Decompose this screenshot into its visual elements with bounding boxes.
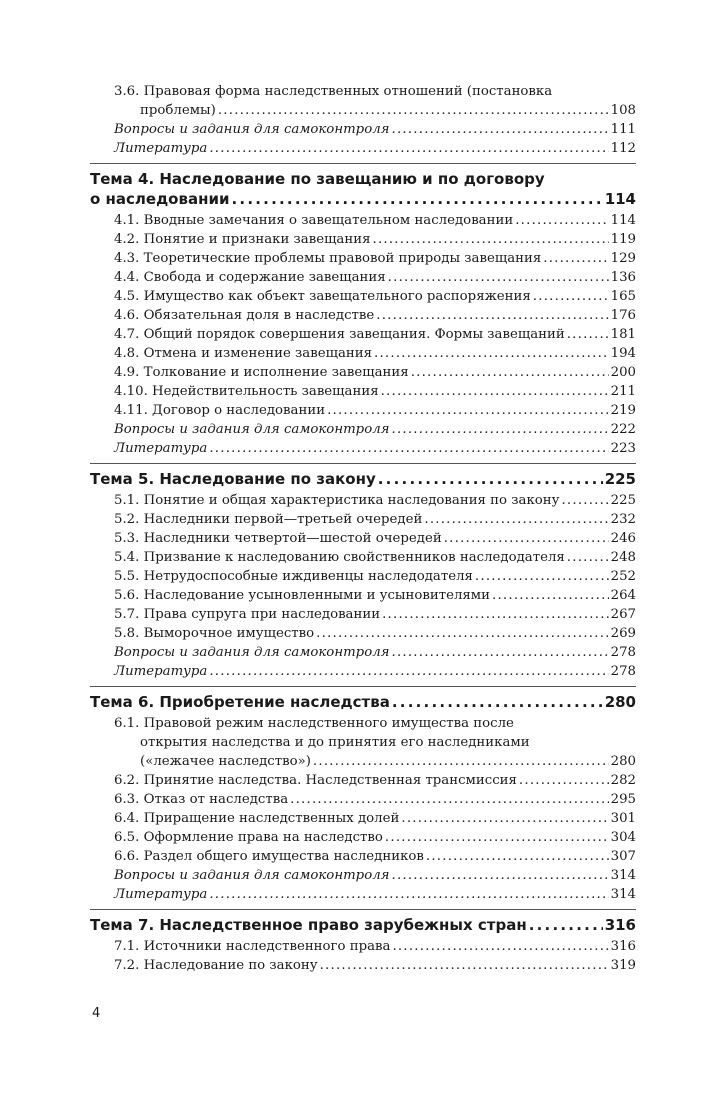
toc-entry-title: 6.4. Приращение наследственных долей — [114, 811, 400, 826]
toc-page-number: 181 — [610, 327, 636, 342]
toc-entry-title: 5.1. Понятие и общая характеристика наследования по закону — [114, 493, 560, 508]
toc-page-number: 114 — [604, 190, 636, 208]
section-divider — [90, 463, 636, 464]
toc-entry[interactable] — [90, 866, 636, 885]
toc-entry-title: Литература — [114, 141, 208, 156]
toc-entry-title: 4.9. Толкование и исполнение завещания — [114, 365, 409, 380]
dot-leader — [391, 120, 608, 139]
toc-entry-title: Тема 4. Наследование по завещанию и по договору — [90, 170, 545, 188]
toc-entry-title: 5.7. Права супруга при наследовании — [114, 607, 381, 622]
toc-page-number: 314 — [610, 868, 636, 883]
toc-entry-title: Вопросы и задания для самоконтроля — [114, 868, 390, 883]
toc-entry[interactable] — [90, 790, 636, 809]
toc-entry-title: 4.2. Понятие и признаки завещания — [114, 232, 371, 247]
dot-leader — [391, 866, 608, 885]
toc-page-number: 269 — [610, 626, 636, 641]
dot-leader — [392, 692, 603, 712]
dot-leader — [515, 211, 608, 230]
toc-entry[interactable] — [90, 363, 636, 382]
toc-entry-title: 5.5. Нетрудоспособные иждивенцы наследодателя — [114, 569, 473, 584]
dot-leader — [218, 101, 609, 120]
toc-entry-title: («лежачее наследство») — [140, 754, 311, 769]
toc-page-number: 111 — [610, 122, 636, 137]
dot-leader — [209, 139, 608, 158]
toc-page-number: 314 — [610, 887, 636, 902]
dot-leader — [444, 529, 609, 548]
toc-entry[interactable] — [90, 586, 636, 605]
toc-topic-entry[interactable] — [90, 469, 636, 489]
toc-page-number: 264 — [610, 588, 636, 603]
toc-entry-title: 4.4. Свобода и содержание завещания — [114, 270, 386, 285]
toc-page-number: 316 — [610, 939, 636, 954]
toc-entry[interactable] — [90, 624, 636, 643]
toc-page-number: 282 — [610, 773, 636, 788]
toc-topic-entry[interactable] — [90, 915, 636, 935]
toc-page-number: 248 — [610, 550, 636, 565]
toc-page-number: 280 — [610, 754, 636, 769]
toc-entry-title: открытия наследства и до принятия его наследниками — [140, 735, 530, 750]
toc-page-number: 222 — [610, 422, 636, 437]
toc-entry[interactable] — [90, 439, 636, 458]
dot-leader — [567, 548, 609, 567]
dot-leader — [209, 885, 608, 904]
toc-entry-title: 7.1. Источники наследственного права — [114, 939, 391, 954]
toc-entry-title: 5.2. Наследники первой—третьей очередей — [114, 512, 423, 527]
toc-entry[interactable] — [90, 249, 636, 268]
toc-page-number: 316 — [604, 916, 636, 934]
dot-leader — [529, 915, 603, 935]
toc-entry[interactable] — [90, 548, 636, 567]
toc-entry-title: Вопросы и задания для самоконтроля — [114, 422, 390, 437]
toc-entry[interactable] — [90, 847, 636, 866]
toc-entry-title: 5.4. Призвание к наследованию свойственников наследодателя — [114, 550, 565, 565]
toc-entry[interactable] — [90, 662, 636, 681]
toc-entry[interactable] — [90, 567, 636, 586]
toc-page-number: 267 — [610, 607, 636, 622]
toc-entry-title: 4.11. Договор о наследовании — [114, 403, 326, 418]
dot-leader — [381, 382, 609, 401]
toc-page-number: 225 — [610, 493, 636, 508]
toc-page-number: 114 — [610, 213, 636, 228]
toc-entry[interactable] — [90, 771, 636, 790]
toc-entry[interactable] — [90, 120, 636, 139]
toc-page-number: 129 — [610, 251, 636, 266]
toc-entry[interactable] — [90, 306, 636, 325]
toc-page-number: 112 — [610, 141, 636, 156]
toc-entry[interactable] — [90, 82, 636, 120]
toc-entry-title: Литература — [114, 887, 208, 902]
toc-page-number: 252 — [610, 569, 636, 584]
dot-leader — [519, 771, 609, 790]
dot-leader — [533, 287, 609, 306]
dot-leader — [313, 752, 609, 771]
toc-entry-title: 6.3. Отказ от наследства — [114, 792, 289, 807]
toc-entry[interactable] — [90, 937, 636, 956]
dot-leader — [209, 439, 608, 458]
toc-entry-title: Тема 5. Наследование по закону — [90, 470, 376, 488]
toc-entry-title: 4.5. Имущество как объект завещательного распоряжения — [114, 289, 531, 304]
dot-leader — [378, 469, 603, 489]
toc-page-number: 278 — [610, 664, 636, 679]
toc-entry[interactable] — [90, 230, 636, 249]
toc-page-number: 219 — [610, 403, 636, 418]
toc-page-number: 119 — [610, 232, 636, 247]
dot-leader — [327, 401, 609, 420]
dot-leader — [392, 937, 608, 956]
toc-entry[interactable] — [90, 885, 636, 904]
toc-entry[interactable] — [90, 605, 636, 624]
toc-page-number: 194 — [610, 346, 636, 361]
dot-leader — [316, 624, 608, 643]
toc-entry[interactable] — [90, 268, 636, 287]
toc-entry-title: проблемы) — [140, 103, 216, 118]
dot-leader — [372, 230, 608, 249]
toc-entry-title: 6.1. Правовой режим наследственного имущества после — [114, 716, 514, 731]
dot-leader — [391, 643, 608, 662]
toc-page-number: 108 — [610, 103, 636, 118]
toc-entry[interactable] — [90, 714, 636, 771]
toc-page-number: 304 — [610, 830, 636, 845]
toc-entry-title: 6.6. Раздел общего имущества наследников — [114, 849, 424, 864]
dot-leader — [561, 491, 608, 510]
toc-entry-title: Тема 7. Наследственное право зарубежных стран — [90, 916, 527, 934]
dot-leader — [374, 344, 609, 363]
toc-entry[interactable] — [90, 420, 636, 439]
toc-entry-title: 6.2. Принятие наследства. Наследственная трансмиссия — [114, 773, 517, 788]
section-divider — [90, 686, 636, 687]
toc-page-number: 225 — [604, 470, 636, 488]
toc-page-number: 136 — [610, 270, 636, 285]
dot-leader — [231, 189, 602, 209]
toc-topic-entry[interactable] — [90, 169, 636, 209]
toc-page-number: 280 — [604, 693, 636, 711]
toc-page-number: 295 — [610, 792, 636, 807]
dot-leader — [290, 790, 608, 809]
toc-entry-title: Тема 6. Приобретение наследства — [90, 693, 390, 711]
toc-entry[interactable] — [90, 211, 636, 230]
dot-leader — [209, 662, 608, 681]
toc-entry-title: 4.6. Обязательная доля в наследстве — [114, 308, 375, 323]
toc-page-number: 307 — [610, 849, 636, 864]
dot-leader — [385, 828, 609, 847]
toc-entry-title: 5.3. Наследники четвертой—шестой очередей — [114, 531, 442, 546]
dot-leader — [426, 847, 609, 866]
toc-entry-title: 4.7. Общий порядок совершения завещания. Формы завещаний — [114, 327, 565, 342]
toc-entry-title: 4.1. Вводные замечания о завещательном наследовании — [114, 213, 514, 228]
section-divider — [90, 909, 636, 910]
dot-leader — [401, 809, 608, 828]
dot-leader — [382, 605, 609, 624]
toc-entry-title: Вопросы и задания для самоконтроля — [114, 122, 390, 137]
toc-entry-title: 4.8. Отмена и изменение завещания — [114, 346, 372, 361]
toc-entry-title: 4.10. Недействительность завещания — [114, 384, 379, 399]
dot-leader — [411, 363, 609, 382]
toc-entry-title: о наследовании — [90, 190, 230, 208]
dot-leader — [567, 325, 609, 344]
toc-entry-title: 6.5. Оформление права на наследство — [114, 830, 383, 845]
toc-entry[interactable] — [90, 287, 636, 306]
toc-entry-title: Вопросы и задания для самоконтроля — [114, 645, 390, 660]
dot-leader — [388, 268, 609, 287]
toc-entry-title: Литература — [114, 441, 208, 456]
toc-entry-title: 7.2. Наследование по закону — [114, 958, 318, 973]
toc-page-number: 223 — [610, 441, 636, 456]
toc-topic-entry[interactable] — [90, 692, 636, 712]
toc-entry[interactable] — [90, 828, 636, 847]
dot-leader — [424, 510, 608, 529]
toc-entry[interactable] — [90, 382, 636, 401]
dot-leader — [475, 567, 609, 586]
toc-entry-title: 5.8. Выморочное имущество — [114, 626, 315, 641]
dot-leader — [376, 306, 608, 325]
toc-entry[interactable] — [90, 956, 636, 975]
toc-entry[interactable] — [90, 491, 636, 510]
toc-page-number: 165 — [610, 289, 636, 304]
toc-entry[interactable] — [90, 325, 636, 344]
toc-page-number: 319 — [610, 958, 636, 973]
section-divider — [90, 163, 636, 164]
page-number: 4 — [92, 1006, 101, 1021]
toc-page-number: 232 — [610, 512, 636, 527]
toc-entry[interactable] — [90, 344, 636, 363]
toc-entry-title: 4.3. Теоретические проблемы правовой природы завещания — [114, 251, 542, 266]
toc-page-number: 176 — [610, 308, 636, 323]
toc-entry[interactable] — [90, 401, 636, 420]
toc-entry[interactable] — [90, 139, 636, 158]
toc-entry[interactable] — [90, 529, 636, 548]
toc-entry-title: Литература — [114, 664, 208, 679]
toc-page-number: 200 — [610, 365, 636, 380]
toc-entry-title: 5.6. Наследование усыновленными и усыновителями — [114, 588, 491, 603]
dot-leader — [492, 586, 609, 605]
toc-entry[interactable] — [90, 809, 636, 828]
toc-page-number: 246 — [610, 531, 636, 546]
toc-entry[interactable] — [90, 510, 636, 529]
dot-leader — [391, 420, 608, 439]
dot-leader — [320, 956, 609, 975]
dot-leader — [543, 249, 608, 268]
toc-page-number: 278 — [610, 645, 636, 660]
toc-entry-title: 3.6. Правовая форма наследственных отношений (постановка — [114, 84, 553, 99]
toc-page-number: 301 — [610, 811, 636, 826]
toc-entry[interactable] — [90, 643, 636, 662]
toc-page-number: 211 — [610, 384, 636, 399]
